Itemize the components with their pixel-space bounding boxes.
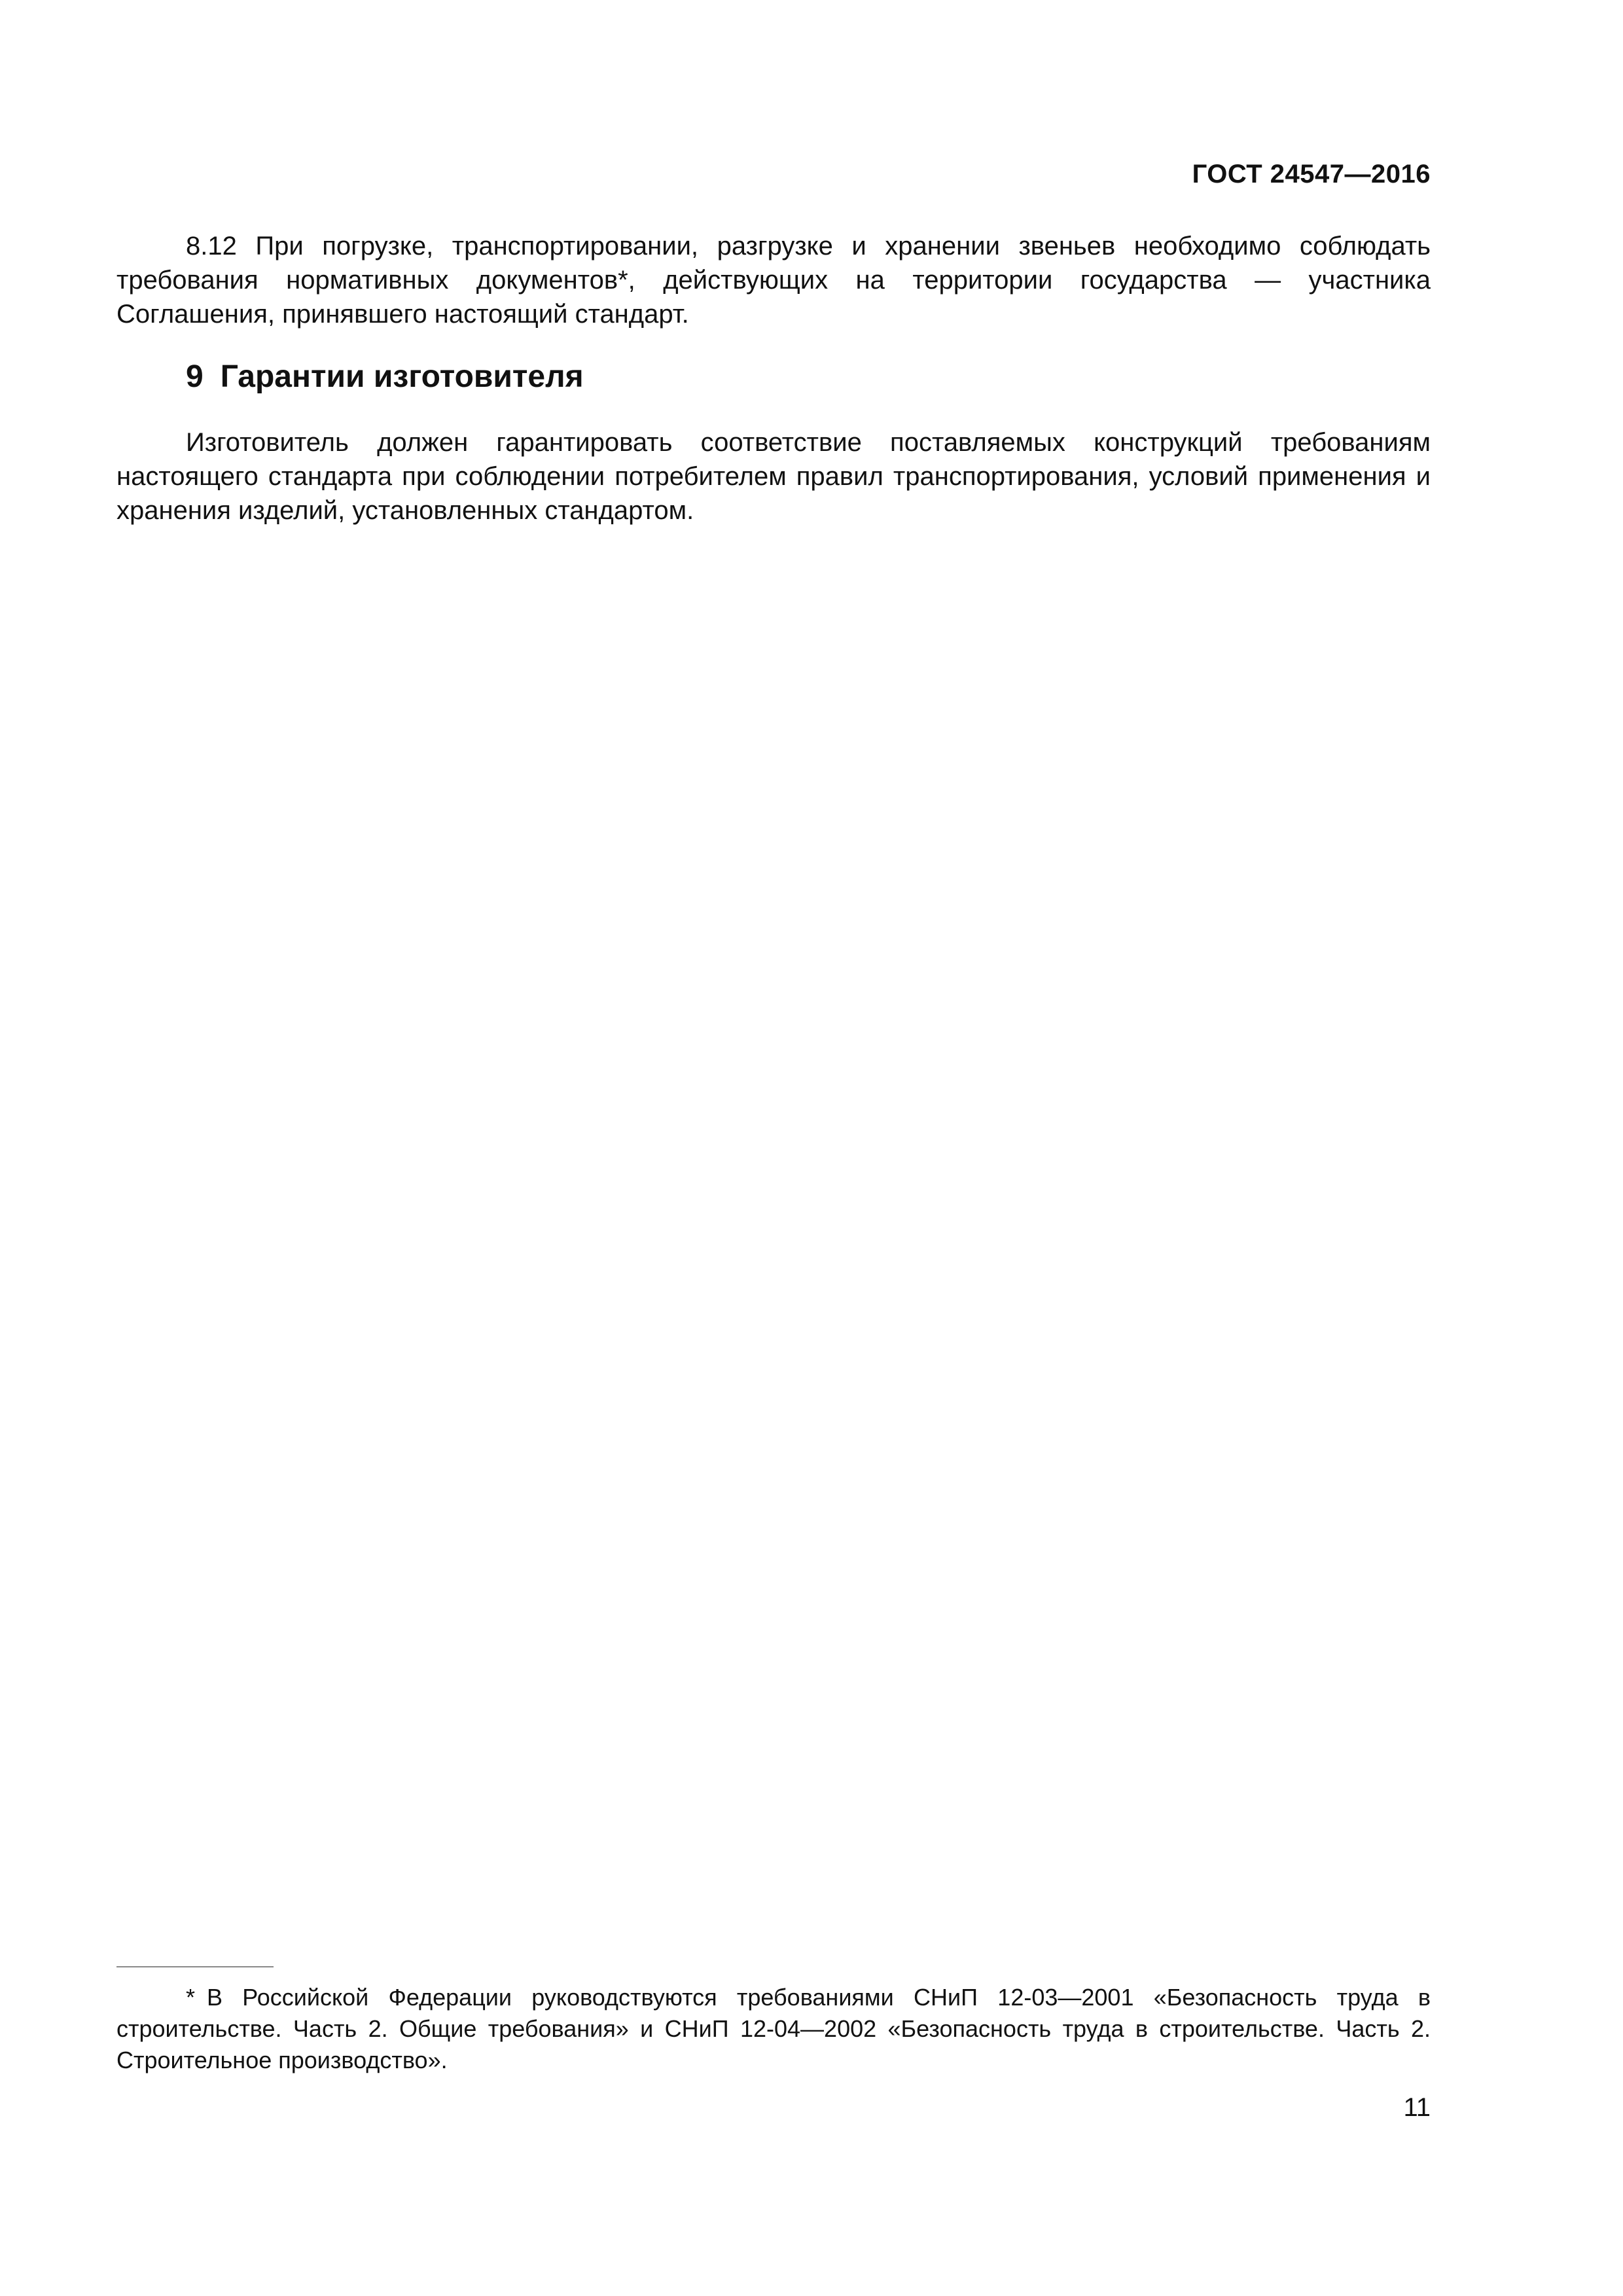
footnote-separator — [116, 1966, 274, 1967]
paragraph-section-9: Изготовитель должен гарантировать соответствие поставляемых конструкций требованиям настоящего стандарта при соблюдении потребителем правил транспортирования, условий применения и хранения изделий, установленных стандартом. — [116, 428, 1431, 525]
page-number: 11 — [1403, 2093, 1431, 2122]
document-standard-code: ГОСТ 24547—2016 — [1192, 160, 1431, 188]
footnote-text: В Российской Федерации руководствуются требованиями СНиП 12-03—2001 «Безопасность труда в строительстве. Часть 2. Общие требования» и СНиП 12-04—2002 «Безопасность труда в строительстве. Часть 2. Строительное производство». — [116, 1984, 1431, 2073]
section-number: 9 — [186, 359, 204, 394]
footnote — [116, 1982, 1431, 2076]
footnote-mark: * — [186, 1984, 196, 2011]
paragraph-8-12: 8.12 При погрузке, транспортировании, разгрузке и хранении звеньев необходимо соблюдать требования нормативных документов*, действующих на территории государства — участника Соглашения, принявшего настоящий стандарт. — [116, 232, 1431, 329]
section-heading — [186, 359, 584, 395]
section-title: Гарантии изготовителя — [220, 359, 584, 394]
